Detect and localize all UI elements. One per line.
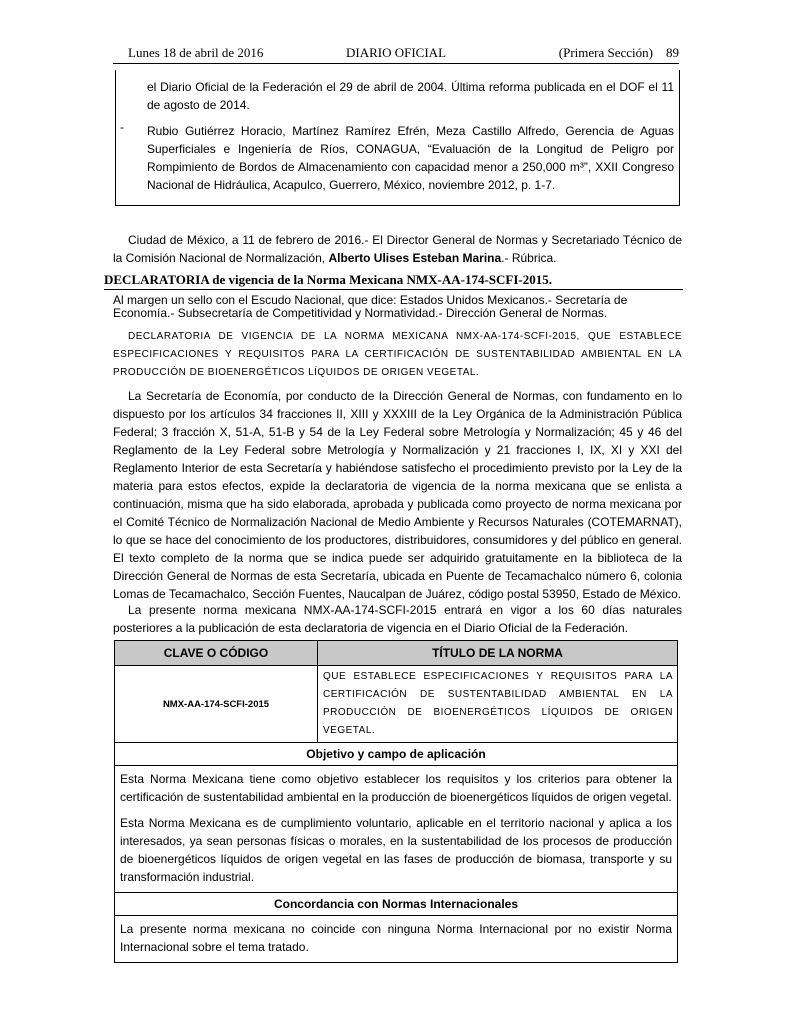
concordance-title: Concordancia con Normas Internacionales	[115, 893, 678, 916]
signature-text: Ciudad de México, a 11 de febrero de 2016.- El Director General de Normas y Secretariado Técnico de la Comisión Nacional de Normalización,	[113, 233, 682, 265]
reference-dash: -	[120, 120, 124, 134]
reference-item-1: el Diario Oficial de la Federación el 29 de abril de 2004. Última reforma publicada en el DOF el 11 de agosto de 2014.	[147, 80, 674, 112]
signatory-name: Alberto Ulises Esteban Marina	[328, 251, 502, 265]
concordance-body-row	[115, 916, 678, 963]
concordance-title-row	[115, 893, 678, 916]
header-page-number: 89	[666, 45, 679, 60]
body-paragraph-1: La Secretaría de Economía, por conducto de la Dirección General de Normas, con fundamento en lo dispuesto por los artículos 34 fracciones II, XIII y XXXIII de la Ley Orgánica de la Administración Pública Federal; 3 fracción X, 51-A, 51-B y 54 de la Ley Federal sobre Metrología y Normalización; 45 y 46 del Reglamento de la Ley Federal sobre Metrología y Normalización y 21 fracciones I, IX, XI y XXI del Reglamento Interior de esta Secretaría y habiéndose satisfecho el procedimiento previsto por la Ley de la materia para estos efectos, expide la declaratoria de vigencia de la norma mexicana que se enlista a continuación, misma que ha sido elaborada, aprobada y publicada como proyecto de norma mexicana por el Comité Técnico de Normalización Nacional de Medio Ambiente y Recursos Naturales (COTEMARNAT), lo que se hace del conocimiento de los productores, distribuidores, consumidores y del público en general. El texto completo de la norma que se indica puede ser adquirido gratuitamente en la biblioteca de la Dirección General de Normas de esta Secretaría, ubicada en Puente de Tecamachalco número 6, colonia Lomas de Tecamachalco, Sección Fuentes, Naucalpan de Juárez, código postal 53950, Estado de México.	[113, 389, 682, 601]
header-rule	[113, 63, 679, 64]
declaration-rule	[104, 289, 683, 290]
signature-paragraph	[113, 231, 682, 267]
header-publication: DIARIO OFICIAL	[345, 45, 447, 60]
norm-table	[114, 640, 678, 963]
caps-title: DECLARATORIA DE VIGENCIA DE LA NORMA MEXICANA NMX-AA-174-SCFI-2015, QUE ESTABLECE ESPECIFICACIONES Y REQUISITOS PARA LA CERTIFICACIÓN DE SUSTENTABILIDAD AMBIENTAL EN LA PRODUCCIÓN DE BIOENERGÉTICOS LÍQUIDOS DE ORIGEN VEGETAL.	[113, 331, 682, 378]
margin-note: Al margen un sello con el Escudo Nacional, que dice: Estados Unidos Mexicanos.- Secretaría de Economía.- Subsecretaría de Competitividad y Normatividad.- Dirección General de Normas.	[113, 293, 628, 320]
signature-suffix: .- Rúbrica.	[501, 251, 557, 265]
norm-code-cell: NMX-AA-174-SCFI-2015	[115, 666, 318, 743]
objective-paragraph-1: Esta Norma Mexicana tiene como objetivo establecer los requisitos y los criterios para obtener la certificación de sustentabilidad ambiental en la producción de bioenergéticos líquidos de origen vegetal.	[120, 772, 672, 804]
declaration-code: NMX-AA-174-SCFI-2015.	[406, 272, 552, 287]
objective-paragraph-2: Esta Norma Mexicana es de cumplimiento voluntario, aplicable en el territorio nacional y aplica a los interesados, ya sean personas físicas o morales, en la sustentabilidad de los procesos de producción de bioenergéticos líquidos de origen vegetal en las fases de producción de biomasa, transporte y su transformación industrial.	[120, 816, 672, 884]
table-row	[115, 666, 678, 743]
body-paragraph-2: La presente norma mexicana NMX-AA-174-SCFI-2015 entrará en vigor a los 60 días naturales posteriores a la publicación de esta declaratoria de vigencia en el Diario Oficial de la Federación.	[113, 603, 682, 635]
objective-title-row	[115, 743, 678, 766]
header-date: Lunes 18 de abril de 2016	[128, 45, 264, 60]
col-header-code: CLAVE O CÓDIGO	[115, 641, 318, 666]
norm-title-cell: QUE ESTABLECE ESPECIFICACIONES Y REQUISITOS PARA LA CERTIFICACIÓN DE SUSTENTABILIDAD AMBIENTAL EN LA PRODUCCIÓN DE BIOENERGÉTICOS LÍQUIDOS DE ORIGEN VEGETAL.	[318, 666, 678, 743]
objective-body	[115, 766, 678, 893]
table-header-row	[115, 641, 678, 666]
declaration-heading	[104, 272, 552, 288]
declaration-middle: de vigencia de la Norma Mexicana	[208, 272, 407, 287]
declaration-bold: DECLARATORIA	[104, 272, 209, 287]
objective-body-row	[115, 766, 678, 893]
concordance-text: La presente norma mexicana no coincide con ninguna Norma Internacional por no existir Norma Internacional sobre el tema tratado.	[115, 916, 678, 963]
reference-item-2: Rubio Gutiérrez Horacio, Martínez Ramírez Efrén, Meza Castillo Alfredo, Gerencia de Aguas Superficiales e Ingeniería de Ríos, CONAGUA, “Evaluación de la Longitud de Peligro por Rompimiento de Bordos de Almacenamiento con capacidad menor a 250,000 m³”, XXII Congreso Nacional de Hidráulica, Acapulco, Guerrero, México, noviembre 2012, p. 1-7.	[147, 124, 674, 192]
header-section-page	[559, 45, 679, 61]
page-header	[113, 45, 679, 61]
objective-title: Objetivo y campo de aplicación	[115, 743, 678, 766]
col-header-title: TÍTULO DE LA NORMA	[318, 641, 678, 666]
header-section: (Primera Sección)	[558, 45, 653, 60]
